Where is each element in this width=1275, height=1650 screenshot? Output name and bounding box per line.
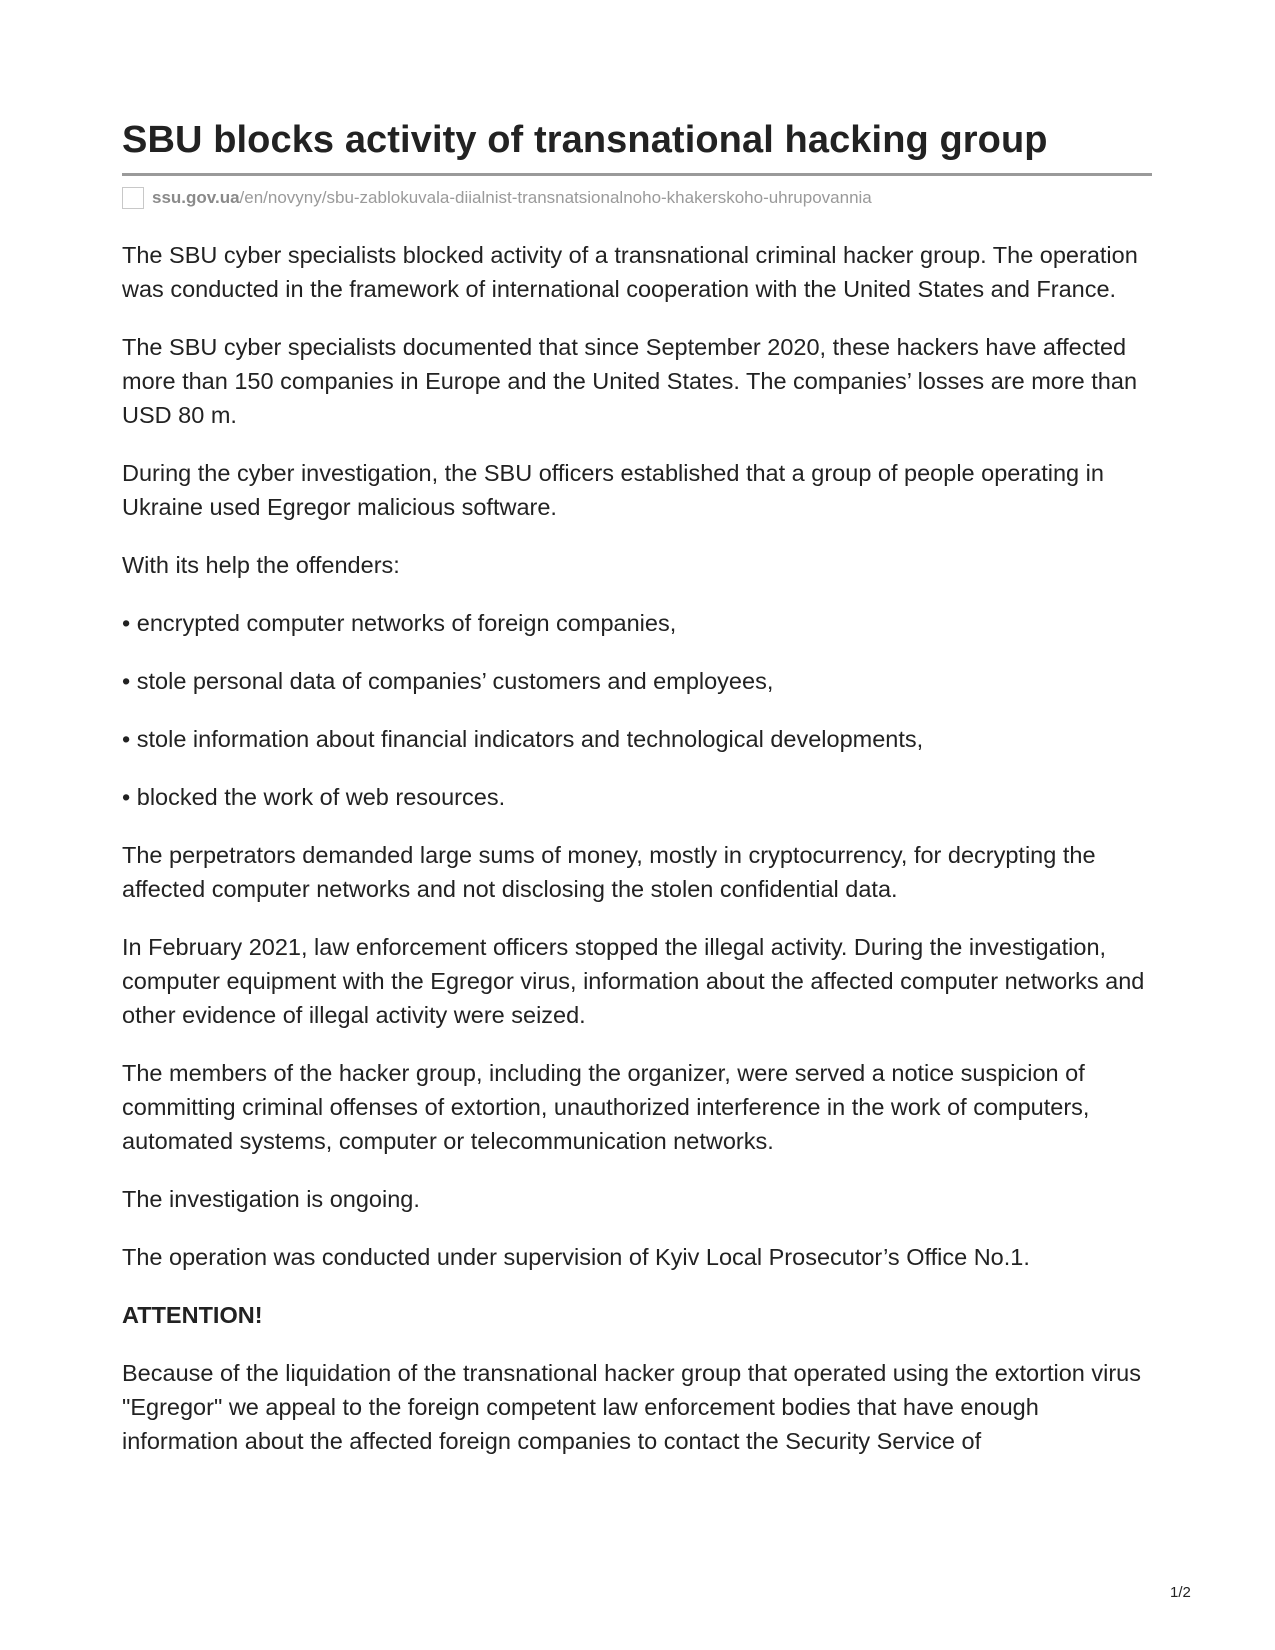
article bbox=[122, 118, 1152, 1482]
paragraph-appeal: Because of the liquidation of the transnational hacker group that operated using the extortion virus "Egregor" we appeal to the foreign competent law enforcement bodies that have enough information about the affected foreign companies to contact the Security Service of bbox=[122, 1359, 1141, 1454]
source-url[interactable] bbox=[122, 186, 1152, 210]
paragraph-suspicion-notice: The members of the hacker group, including the organizer, were served a notice suspicion of committing criminal offenses of extortion, unauthorized interference in the work of computers, automated systems, computer or telecommunication networks. bbox=[122, 1059, 1090, 1154]
page-number: 1/2 bbox=[1170, 1584, 1191, 1601]
article-body bbox=[122, 238, 1152, 1458]
paragraph-investigation: During the cyber investigation, the SBU officers established that a group of people operating in Ukraine used Egregor malicious software. bbox=[122, 459, 1104, 520]
paragraph-affected-companies: The SBU cyber specialists documented that since September 2020, these hackers have affected more than 150 companies in Europe and the United States. The companies’ losses are more than USD 80 m. bbox=[122, 333, 1138, 428]
favicon-icon bbox=[122, 187, 144, 209]
list-item-stole-information: • stole information about financial indicators and technological developments, bbox=[122, 725, 924, 752]
page-title: SBU blocks activity of transnational hacking group bbox=[122, 118, 1152, 176]
source-domain[interactable]: ssu.gov.ua bbox=[152, 187, 240, 207]
paragraph-ransom-demands: The perpetrators demanded large sums of money, mostly in cryptocurrency, for decrypting the affected computer networks and not disclosing the stolen confidential data. bbox=[122, 841, 1096, 902]
source-path[interactable]: /en/novyny/sbu-zablokuvala-diialnist-transnatsionalnoho-khakerskoho-uhrupovannia bbox=[239, 187, 872, 207]
list-item-encrypted-networks: • encrypted computer networks of foreign companies, bbox=[122, 609, 677, 636]
paragraph-offenders-intro: With its help the offenders: bbox=[122, 551, 400, 578]
list-item-stole-personal-data: • stole personal data of companies’ customers and employees, bbox=[122, 667, 774, 694]
list-item-blocked-web-resources: • blocked the work of web resources. bbox=[122, 783, 506, 810]
attention-heading: ATTENTION! bbox=[122, 1301, 263, 1328]
paragraph-supervision: The operation was conducted under supervision of Kyiv Local Prosecutor’s Office No.1. bbox=[122, 1243, 1030, 1270]
paragraph-ongoing: The investigation is ongoing. bbox=[122, 1185, 420, 1212]
paragraph-february-2021: In February 2021, law enforcement officers stopped the illegal activity. During the investigation, computer equipment with the Egregor virus, information about the affected computer networks and other evidence of illegal activity were seized. bbox=[122, 933, 1145, 1028]
paragraph-intro: The SBU cyber specialists blocked activity of a transnational criminal hacker group. The operation was conducted in the framework of international cooperation with the United States and France. bbox=[122, 241, 1138, 302]
